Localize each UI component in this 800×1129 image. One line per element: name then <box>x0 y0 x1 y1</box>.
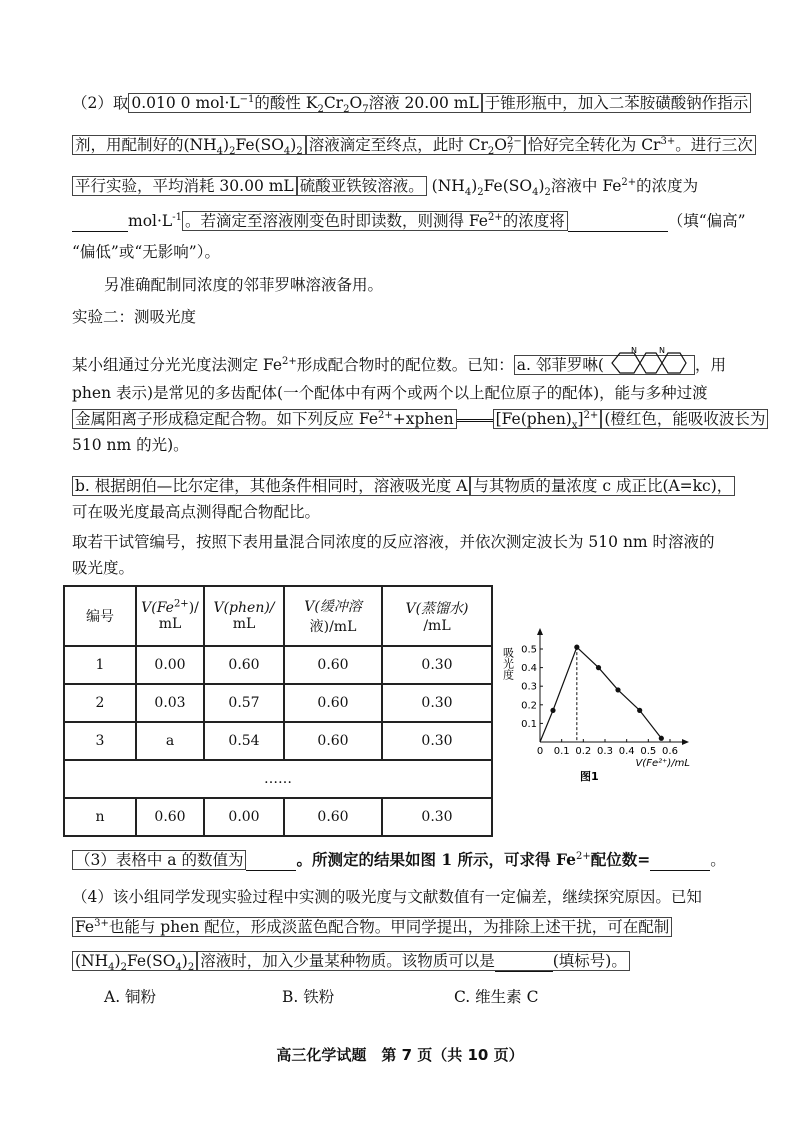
table-cell: 3 <box>64 722 136 760</box>
q2-box-effect: 。若滴定至溶液刚变色时即读数，则测得 $Fe^{2+}$的浓度将 <box>182 211 568 231</box>
q2-box-consume: 平行实验，平均消耗 30.00 mL <box>72 176 297 196</box>
para-b-line-1 <box>72 475 735 497</box>
table-header: V(phen)/ mL <box>204 586 284 646</box>
y-tick-label: 0.1 <box>521 718 537 730</box>
table-cell: 0.03 <box>136 684 204 722</box>
table-header-row <box>64 586 492 646</box>
y-tick-label: 0.4 <box>521 663 537 675</box>
q3-line: （3）表格中 a 的数值为 。所测定的结果如图 1 所示，可求得 $Fe^{2+}$配位数= 。 <box>72 849 726 871</box>
table-header: $V(Fe^{2+})/$ mL <box>136 586 204 646</box>
page-footer: 高三化学试题 第 7 页（共 10 页） <box>276 1046 524 1064</box>
para-a-box: a. 邻菲罗啉( N N <box>514 355 695 375</box>
q2-box-salt: 硫酸亚铁铵溶液。 <box>297 176 427 196</box>
para-b-box-law: b. 根据朗伯—比尔定律，其他条件相同时，溶液吸光度 A <box>72 476 470 496</box>
x-tick-label: 0.6 <box>662 746 678 757</box>
data-point <box>550 708 555 713</box>
absorbance-chart <box>500 622 700 782</box>
data-point <box>615 687 620 692</box>
table-ellipsis: …… <box>64 760 492 798</box>
para-a-line-2: phen 表示)是常见的多齿配体(一个配体中有两个或两个以上配位原子的配体)，能与多种过渡 <box>72 384 708 402</box>
table-cell: 2 <box>64 684 136 722</box>
data-point <box>596 665 601 670</box>
para-a-line-1: 某小组通过分光光度法测定 $Fe^{2+}$形成配合物时的配位数。已知： a. 邻菲罗啉( N N ，用 <box>72 345 726 387</box>
para-b-line-3: 取若干试管编号，按照下表用量混合同浓度的反应溶液，并依次测定波长为 510 nm 时溶液的 <box>72 533 715 551</box>
table-row <box>64 760 492 798</box>
chart-title: 图1 <box>580 770 599 782</box>
table-cell: a <box>136 722 204 760</box>
phenanthroline-structure-icon <box>604 345 692 387</box>
q4-box-add: 溶液时，加入少量某种物质。该物质可以是 (填标号)。 <box>197 951 630 971</box>
table-cell: 0.60 <box>204 646 284 684</box>
table-cell: 0.30 <box>382 798 492 836</box>
table-cell: 0.60 <box>284 646 382 684</box>
exp2-heading: 实验二：测吸光度 <box>72 308 197 326</box>
para-a-box-color: (橙红色，能吸收波长为 <box>601 409 768 429</box>
q4-line-1: （4）该小组同学发现实验过程中实测的吸光度与文献数值有一定偏差，继续探究原因。已知 <box>72 888 702 906</box>
para-b-line-2: 可在吸光度最高点测得配合物配比。 <box>72 503 321 521</box>
para-a-line-3 <box>72 408 768 430</box>
x-tick-label: 0.4 <box>618 746 635 757</box>
svg-text:N: N <box>630 346 637 355</box>
q4-box-fe3: $Fe^{3+}$也能与 phen 配位，形成淡蓝色配合物。甲同学提出，为排除上述干扰，可在配制 <box>72 917 672 937</box>
y-tick-label: 0.3 <box>521 681 537 693</box>
answer-blank-concentration[interactable] <box>72 215 128 232</box>
x-tick-label: 0 <box>536 746 544 757</box>
table-header: V(蒸馏水) /mL <box>382 586 492 646</box>
q2-text: （2）取 <box>72 94 129 112</box>
table-cell: 0.60 <box>136 798 204 836</box>
x-tick-label: 0.2 <box>575 746 592 757</box>
data-point <box>574 645 579 650</box>
para-a-line-4: 510 nm 的光)。 <box>72 436 189 454</box>
q2-line-3: 平行实验，平均消耗 30.00 mL 硫酸亚铁铵溶液。 $(NH_4)_2Fe(SO_4)_2$溶液中 $Fe^{2+}$的浓度为 <box>72 175 698 197</box>
x-axis-label: V(Fe²⁺)/mL <box>635 758 690 769</box>
table-cell: 0.30 <box>382 722 492 760</box>
answer-blank-coordination[interactable] <box>650 854 710 871</box>
para-b-box-prop: 与其物质的量浓度 c 成正比(A=kc)， <box>470 476 735 496</box>
data-point <box>659 736 664 741</box>
table-cell: 0.60 <box>284 684 382 722</box>
y-tick-label: 0.2 <box>521 700 537 712</box>
table-cell: 1 <box>64 646 136 684</box>
table-row <box>64 798 492 836</box>
table-row <box>64 722 492 760</box>
x-tick-label: 0.5 <box>640 746 657 757</box>
table-row <box>64 684 492 722</box>
series-line <box>540 647 661 742</box>
q4-line-2 <box>72 916 672 938</box>
q2-box-endpoint: 溶液滴定至终点，此时 $Cr_2O2-$ 7 <box>306 135 525 155</box>
q2-box-convert: 恰好完全转化为 $Cr^{3+}$。进行三次 <box>525 135 756 155</box>
table-header: 编号 <box>64 586 136 646</box>
answer-blank-substance[interactable] <box>495 955 553 972</box>
svg-text:N: N <box>658 346 665 355</box>
q3-box-a: （3）表格中 a 的数值为 <box>72 850 246 870</box>
q2-line-1 <box>72 92 751 114</box>
option-a: A. 铜粉 <box>104 988 157 1006</box>
q2-line-5: “偏低”或“无影响”）。 <box>72 243 220 261</box>
prep-text: 另准确配制同浓度的邻菲罗啉溶液备用。 <box>104 276 384 294</box>
table-cell: 0.54 <box>204 722 284 760</box>
q2-box-titrant: 剂，用配制好的$(NH_4)_2Fe(SO_4)_2$ <box>72 135 306 155</box>
table-cell: 0.60 <box>284 722 382 760</box>
data-point <box>637 708 642 713</box>
table-cell: n <box>64 798 136 836</box>
table-header: V(缓冲溶 液)/mL <box>284 586 382 646</box>
q2-line-4: $mol\cdot L^{-1}$ 。若滴定至溶液刚变色时即读数，则测得 $Fe^{2+}$的浓度将 （填“偏高” <box>72 210 746 232</box>
equal-arrow <box>457 419 493 422</box>
volume-table <box>63 585 493 837</box>
table-cell: 0.60 <box>284 798 382 836</box>
x-axis-arrow <box>682 739 689 745</box>
para-a-box-ion: 金属阳离子形成稳定配合物。如下列反应 $Fe^{2+}+xphen$ <box>72 409 457 429</box>
x-tick-label: 0.3 <box>597 746 613 757</box>
answer-blank-effect[interactable] <box>568 215 668 232</box>
y-axis-label: 吸光度 <box>501 647 515 680</box>
answer-blank-a[interactable] <box>246 854 296 871</box>
option-b: B. 铁粉 <box>282 988 335 1006</box>
x-tick-label: 0.1 <box>553 746 570 757</box>
q2-line-2 <box>72 134 756 156</box>
table-cell: 0.30 <box>382 646 492 684</box>
y-axis-arrow <box>537 628 543 635</box>
table-row <box>64 646 492 684</box>
option-c: C. 维生素 C <box>454 988 539 1006</box>
q2-box-flask: 于锥形瓶中，加入二苯胺磺酸钠作指示 <box>482 93 752 113</box>
q2-box-conc: 0.010 0 $mol\cdot L^{-1}$的酸性 $K_2Cr_2O_7$溶液 20.00 mL <box>128 93 481 113</box>
table-cell: 0.00 <box>136 646 204 684</box>
table-cell: 0.00 <box>204 798 284 836</box>
para-b-line-4: 吸光度。 <box>72 559 135 577</box>
table-cell: 0.57 <box>204 684 284 722</box>
para-a-box-complex: $[Fe(phen)_x]^{2+}$ <box>493 409 602 429</box>
table-cell: 0.30 <box>382 684 492 722</box>
q4-box-salt: $(NH_4)_2Fe(SO_4)_2$ <box>72 951 197 971</box>
q4-line-3 <box>72 950 630 972</box>
y-tick-label: 0.5 <box>521 644 537 656</box>
